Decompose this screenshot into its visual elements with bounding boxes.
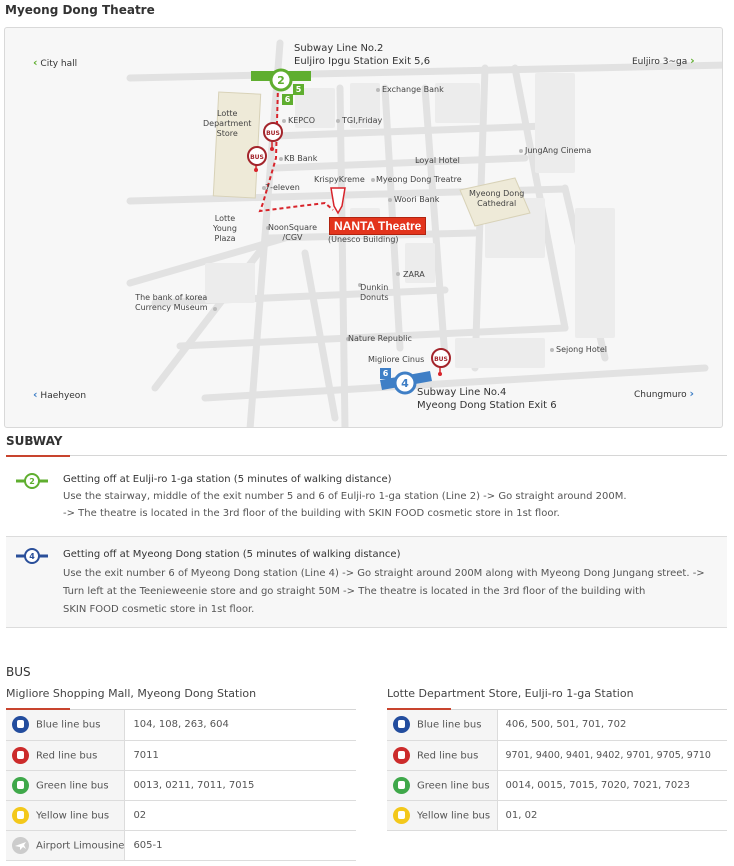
place-kb-bank: KB Bank bbox=[284, 154, 318, 163]
place-lotte-young-plaza: Lotte Young Plaza bbox=[213, 214, 237, 243]
svg-text:2: 2 bbox=[29, 477, 35, 486]
subway-item-title: Getting off at Myeong Dong station (5 minutes of walking distance) bbox=[63, 549, 401, 560]
blue-bus-icon bbox=[393, 716, 410, 733]
subway4-exit-label: Myeong Dong Station Exit 6 bbox=[417, 400, 557, 411]
subway-heading: SUBWAY bbox=[6, 434, 63, 448]
line4-number: 4 bbox=[401, 377, 409, 390]
place-jungang-cinema: JungAng Cinema bbox=[525, 146, 592, 155]
nav-euljiro3[interactable]: Euljiro 3~ga › bbox=[632, 54, 695, 67]
bus-right-title: Lotte Department Store, Eulji-ro 1-ga Station bbox=[387, 687, 634, 700]
svg-text:BUS: BUS bbox=[250, 154, 264, 161]
line4-icon bbox=[16, 547, 48, 565]
exit5-badge: 5 bbox=[293, 84, 304, 95]
bus-left-title: Migliore Shopping Mall, Myeong Dong Station bbox=[6, 687, 257, 700]
table-row: Airport Limousine 605-1 bbox=[6, 830, 356, 860]
location-map bbox=[4, 27, 723, 428]
bus-left-table bbox=[6, 710, 356, 861]
exit6-badge: 6 bbox=[282, 94, 293, 105]
nav-chungmuro[interactable]: Chungmuro › bbox=[634, 387, 695, 400]
line2-station-icon bbox=[268, 67, 294, 93]
table-row: Blue line bus 406, 500, 501, 701, 702 bbox=[387, 710, 727, 740]
subway4-label: Subway Line No.4 bbox=[417, 387, 507, 398]
place-nature-republic: Nature Republic bbox=[348, 334, 412, 343]
yellow-bus-icon bbox=[12, 807, 29, 824]
table-row: Red line bus 9701, 9400, 9401, 9402, 9701, 9705, 9710 bbox=[387, 740, 727, 770]
table-row: Green line bus 0013, 0211, 7011, 7015 bbox=[6, 770, 356, 800]
chevron-left-icon: ‹ bbox=[33, 388, 38, 401]
table-row: Green line bus 0014, 0015, 7015, 7020, 7021, 7023 bbox=[387, 770, 727, 800]
line4-station-icon bbox=[392, 370, 418, 396]
green-bus-icon bbox=[12, 777, 29, 794]
subway-item-text: -> The theatre is located in the 3rd floor of the building with SKIN FOOD cosmetic store in 1st floor. bbox=[63, 508, 560, 519]
bus-right-table bbox=[387, 710, 727, 831]
place-tgi: TGI,Friday bbox=[342, 116, 383, 125]
line2-number: 2 bbox=[277, 74, 285, 87]
place-krispykreme: KrispyKreme bbox=[314, 175, 365, 184]
divider-accent bbox=[6, 455, 70, 457]
green-bus-icon bbox=[393, 777, 410, 794]
red-bus-icon bbox=[12, 747, 29, 764]
place-lotte-dept: Lotte Department Store bbox=[203, 109, 252, 138]
nanta-theatre-label: NANTA Theatre bbox=[329, 217, 426, 235]
bus-stop-icon bbox=[430, 347, 452, 369]
yellow-bus-icon bbox=[393, 807, 410, 824]
subway-item-text: SKIN FOOD cosmetic store in 1st floor. bbox=[63, 604, 255, 615]
bus-stop-icon bbox=[262, 121, 284, 143]
place-exchange-bank: Exchange Bank bbox=[382, 85, 444, 94]
bus-stop-icon bbox=[246, 145, 268, 167]
subway2-label: Subway Line No.2 bbox=[294, 43, 384, 54]
place-loyal-hotel: Loyal Hotel bbox=[415, 156, 460, 165]
place-bank-of-korea: The bank of korea Currency Museum bbox=[135, 293, 208, 312]
subway-item-line4 bbox=[6, 537, 727, 628]
place-woori-bank: Woori Bank bbox=[394, 195, 440, 204]
place-myeongdong-treatre: Myeong Dong Treatre bbox=[376, 175, 462, 184]
nav-city-hall[interactable]: ‹ City hall bbox=[33, 56, 78, 69]
line2-icon bbox=[16, 472, 48, 490]
chevron-left-icon: ‹ bbox=[33, 56, 38, 69]
subway2-exit-label: Euljiro Ipgu Station Exit 5,6 bbox=[294, 56, 431, 67]
place-zara: ZARA bbox=[403, 270, 425, 279]
place-sejong-hotel: Sejong Hotel bbox=[556, 345, 607, 354]
place-myeongdong-cathedral: Myeong Dong Cathedral bbox=[469, 189, 525, 208]
chevron-right-icon: › bbox=[690, 54, 695, 67]
svg-text:BUS: BUS bbox=[266, 130, 280, 137]
table-row: Yellow line bus 02 bbox=[6, 800, 356, 830]
bus-heading: BUS bbox=[6, 665, 31, 679]
place-kepco: KEPCO bbox=[288, 116, 316, 125]
subway-item-line2 bbox=[6, 462, 727, 537]
place-7-eleven: 7-eleven bbox=[265, 183, 300, 192]
svg-text:BUS: BUS bbox=[434, 356, 448, 363]
place-noonsquare: NoonSquare /CGV bbox=[268, 223, 318, 242]
chevron-right-icon: › bbox=[689, 387, 695, 400]
table-row: Yellow line bus 01, 02 bbox=[387, 800, 727, 830]
airplane-icon bbox=[12, 837, 29, 854]
table-row: Blue line bus 104, 108, 263, 604 bbox=[6, 710, 356, 740]
divider bbox=[6, 455, 727, 456]
table-row: Red line bus 7011 bbox=[6, 740, 356, 770]
place-unesco: (Unesco Building) bbox=[328, 235, 399, 244]
nav-haehyeon[interactable]: ‹ Haehyeon bbox=[33, 388, 87, 401]
subway-item-text: Use the exit number 6 of Myeong Dong station (Line 4) -> Go straight around 200M along with Myeong Dong Jungang street. -> bbox=[63, 568, 705, 579]
svg-text:4: 4 bbox=[29, 552, 35, 561]
exit6-line4-badge: 6 bbox=[380, 368, 391, 379]
red-bus-icon bbox=[393, 747, 410, 764]
subway-item-text: Use the stairway, middle of the exit number 5 and 6 of Eulji-ro 1-ga station (Line 2) -> Go straight around 200M. bbox=[63, 491, 627, 502]
subway-item-title: Getting off at Eulji-ro 1-ga station (5 minutes of walking distance) bbox=[63, 474, 392, 485]
subway-item-text: Turn left at the Teenieweenie store and go straight 50M -> The theatre is located in the 3rd floor of the building with bbox=[63, 586, 646, 597]
place-dunkin: Dunkin Donuts bbox=[360, 283, 389, 302]
place-migliore: Migliore Cinus bbox=[368, 355, 425, 364]
page-title: Myeong Dong Theatre bbox=[5, 3, 155, 17]
blue-bus-icon bbox=[12, 716, 29, 733]
